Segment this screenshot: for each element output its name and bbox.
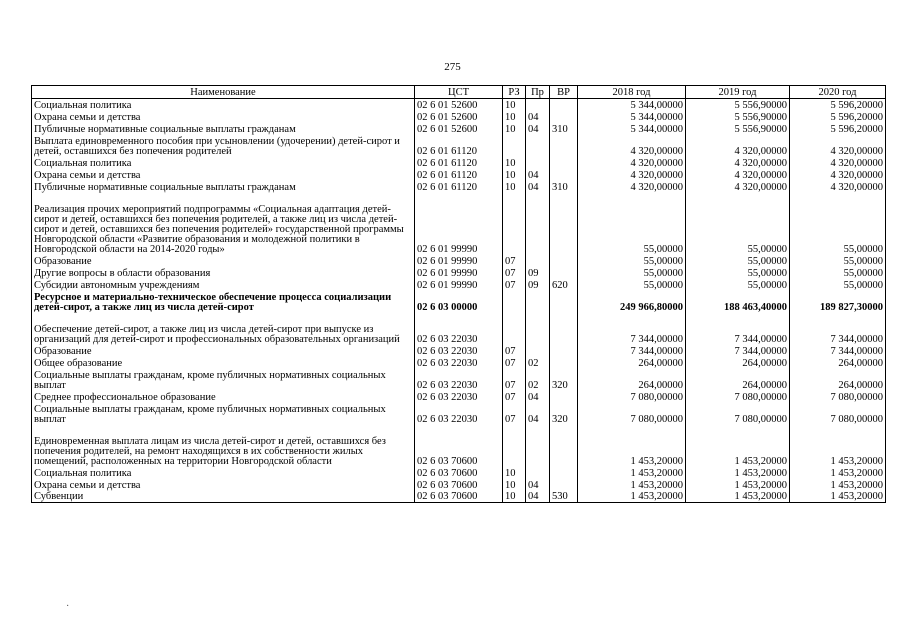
row-pr: 04 — [526, 491, 550, 503]
row-vr — [550, 357, 578, 369]
row-2018: 264,00000 — [578, 357, 686, 369]
row-cst: 02 6 01 61120 — [415, 135, 503, 157]
row-2020: 1 453,20000 — [790, 467, 886, 479]
table-row — [32, 181, 886, 193]
row-vr — [550, 111, 578, 123]
row-rz — [503, 135, 526, 157]
row-2020: 4 320,00000 — [790, 169, 886, 181]
row-cst: 02 6 03 22030 — [415, 391, 503, 403]
row-pr — [526, 157, 550, 169]
row-name: Общее образование — [32, 357, 415, 369]
row-pr — [526, 467, 550, 479]
row-2020: 7 080,00000 — [790, 403, 886, 425]
budget-table — [31, 85, 886, 503]
row-pr — [526, 345, 550, 357]
row-name: Среднее профессиональное образование — [32, 391, 415, 403]
row-rz: 07 — [503, 403, 526, 425]
header-2018: 2018 год — [578, 86, 686, 99]
row-vr — [550, 135, 578, 157]
row-2019: 7 344,00000 — [686, 345, 790, 357]
row-2019: 4 320,00000 — [686, 157, 790, 169]
row-pr: 04 — [526, 123, 550, 135]
row-2019: 4 320,00000 — [686, 169, 790, 181]
row-vr — [550, 479, 578, 491]
row-2018: 1 453,20000 — [578, 467, 686, 479]
row-vr: 620 — [550, 279, 578, 291]
header-vr: ВР — [550, 86, 578, 99]
row-cst: 02 6 01 61120 — [415, 169, 503, 181]
table-row — [32, 491, 886, 503]
row-2019: 5 556,90000 — [686, 123, 790, 135]
row-2018: 55,00000 — [578, 255, 686, 267]
table-row — [32, 111, 886, 123]
row-rz: 07 — [503, 357, 526, 369]
row-2019: 55,00000 — [686, 279, 790, 291]
row-2018: 4 320,00000 — [578, 169, 686, 181]
row-pr — [526, 193, 550, 255]
row-2020: 5 596,20000 — [790, 99, 886, 111]
row-vr — [550, 267, 578, 279]
row-name: Ресурсное и материально-техническое обеспечение процесса социализации детей-сирот, а также лиц из числа детей-сирот — [32, 291, 415, 313]
row-2019: 7 344,00000 — [686, 313, 790, 345]
row-rz: 07 — [503, 391, 526, 403]
row-name: Выплата единовременного пособия при усыновлении (удочерении) детей-сирот и детей, оставшихся без попечения родителей — [32, 135, 415, 157]
table-row — [32, 169, 886, 181]
row-2020: 55,00000 — [790, 267, 886, 279]
row-cst: 02 6 01 99990 — [415, 279, 503, 291]
row-cst: 02 6 01 52600 — [415, 111, 503, 123]
row-2019: 55,00000 — [686, 255, 790, 267]
row-vr — [550, 169, 578, 181]
row-2019: 188 463,40000 — [686, 291, 790, 313]
row-pr — [526, 313, 550, 345]
row-name: Охрана семьи и детства — [32, 479, 415, 491]
row-2019: 7 080,00000 — [686, 403, 790, 425]
row-rz: 10 — [503, 99, 526, 111]
row-rz — [503, 291, 526, 313]
row-rz: 10 — [503, 467, 526, 479]
row-vr — [550, 425, 578, 467]
header-2019: 2019 год — [686, 86, 790, 99]
row-name: Субвенции — [32, 491, 415, 503]
table-row — [32, 255, 886, 267]
row-vr — [550, 255, 578, 267]
header-rz: РЗ — [503, 86, 526, 99]
row-name: Публичные нормативные социальные выплаты гражданам — [32, 123, 415, 135]
row-2019: 264,00000 — [686, 357, 790, 369]
header-2020: 2020 год — [790, 86, 886, 99]
row-2020: 264,00000 — [790, 369, 886, 391]
row-2020: 5 596,20000 — [790, 111, 886, 123]
row-2020: 7 080,00000 — [790, 391, 886, 403]
table-row — [32, 425, 886, 467]
row-vr: 310 — [550, 123, 578, 135]
row-cst: 02 6 03 22030 — [415, 357, 503, 369]
table-row — [32, 391, 886, 403]
row-2019: 264,00000 — [686, 369, 790, 391]
row-vr: 320 — [550, 403, 578, 425]
row-2018: 4 320,00000 — [578, 181, 686, 193]
row-rz — [503, 425, 526, 467]
row-2020: 1 453,20000 — [790, 425, 886, 467]
row-2020: 4 320,00000 — [790, 135, 886, 157]
row-2020: 4 320,00000 — [790, 181, 886, 193]
row-2018: 1 453,20000 — [578, 425, 686, 467]
row-2018: 1 453,20000 — [578, 491, 686, 503]
table-row — [32, 157, 886, 169]
row-vr: 310 — [550, 181, 578, 193]
row-2018: 55,00000 — [578, 193, 686, 255]
table-row — [32, 357, 886, 369]
row-vr — [550, 313, 578, 345]
row-pr: 04 — [526, 479, 550, 491]
row-2020: 1 453,20000 — [790, 491, 886, 503]
row-2020: 4 320,00000 — [790, 157, 886, 169]
row-pr: 02 — [526, 369, 550, 391]
row-2019: 5 556,90000 — [686, 99, 790, 111]
row-2020: 1 453,20000 — [790, 479, 886, 491]
row-2018: 5 344,00000 — [578, 123, 686, 135]
row-cst: 02 6 01 52600 — [415, 99, 503, 111]
scan-dot: · — [66, 601, 70, 612]
table-row — [32, 345, 886, 357]
table-header-row — [32, 86, 886, 99]
row-2018: 7 344,00000 — [578, 313, 686, 345]
table-row — [32, 267, 886, 279]
table-row — [32, 279, 886, 291]
row-name: Обеспечение детей-сирот, а также лиц из числа детей-сирот при выпуске из организаций для детей-сирот и профессиональных образовательных организаций — [32, 313, 415, 345]
row-2018: 4 320,00000 — [578, 157, 686, 169]
row-2019: 5 556,90000 — [686, 111, 790, 123]
row-cst: 02 6 01 61120 — [415, 157, 503, 169]
row-2019: 7 080,00000 — [686, 391, 790, 403]
row-2018: 5 344,00000 — [578, 111, 686, 123]
row-rz: 10 — [503, 181, 526, 193]
row-pr: 02 — [526, 357, 550, 369]
row-rz: 07 — [503, 345, 526, 357]
row-2020: 55,00000 — [790, 279, 886, 291]
row-2020: 189 827,30000 — [790, 291, 886, 313]
row-cst: 02 6 03 70600 — [415, 479, 503, 491]
header-name: Наименование — [32, 86, 415, 99]
table-row — [32, 193, 886, 255]
row-name: Социальная политика — [32, 99, 415, 111]
row-pr: 09 — [526, 267, 550, 279]
row-pr: 09 — [526, 279, 550, 291]
row-name: Другие вопросы в области образования — [32, 267, 415, 279]
row-rz: 07 — [503, 267, 526, 279]
row-name: Публичные нормативные социальные выплаты гражданам — [32, 181, 415, 193]
row-pr: 04 — [526, 169, 550, 181]
header-cst: ЦСТ — [415, 86, 503, 99]
row-rz — [503, 193, 526, 255]
row-cst: 02 6 03 22030 — [415, 313, 503, 345]
row-name: Социальная политика — [32, 467, 415, 479]
row-pr — [526, 135, 550, 157]
row-cst: 02 6 01 61120 — [415, 181, 503, 193]
row-rz — [503, 313, 526, 345]
row-rz: 10 — [503, 479, 526, 491]
row-cst: 02 6 03 00000 — [415, 291, 503, 313]
row-vr — [550, 391, 578, 403]
row-rz: 07 — [503, 369, 526, 391]
row-2019: 1 453,20000 — [686, 467, 790, 479]
row-cst: 02 6 03 22030 — [415, 345, 503, 357]
row-rz: 10 — [503, 123, 526, 135]
row-2020: 5 596,20000 — [790, 123, 886, 135]
row-2018: 5 344,00000 — [578, 99, 686, 111]
row-2019: 4 320,00000 — [686, 181, 790, 193]
row-2018: 4 320,00000 — [578, 135, 686, 157]
page-number: 275 — [444, 61, 461, 73]
row-vr: 530 — [550, 491, 578, 503]
header-pr: Пр — [526, 86, 550, 99]
row-2020: 7 344,00000 — [790, 345, 886, 357]
row-2019: 1 453,20000 — [686, 479, 790, 491]
row-vr — [550, 467, 578, 479]
row-rz: 10 — [503, 157, 526, 169]
row-pr: 04 — [526, 111, 550, 123]
row-rz: 10 — [503, 111, 526, 123]
table-row — [32, 291, 886, 313]
row-rz: 07 — [503, 255, 526, 267]
row-2019: 1 453,20000 — [686, 425, 790, 467]
table-row — [32, 99, 886, 111]
table-row — [32, 467, 886, 479]
row-vr — [550, 99, 578, 111]
table-row — [32, 369, 886, 391]
row-2019: 55,00000 — [686, 267, 790, 279]
row-pr: 04 — [526, 391, 550, 403]
row-cst: 02 6 01 52600 — [415, 123, 503, 135]
row-2018: 55,00000 — [578, 279, 686, 291]
row-cst: 02 6 03 22030 — [415, 369, 503, 391]
table-row — [32, 403, 886, 425]
row-2018: 55,00000 — [578, 267, 686, 279]
row-pr: 04 — [526, 403, 550, 425]
row-name: Единовременная выплата лицам из числа детей-сирот и детей, оставшихся без попечения родителей, на ремонт находящихся в их собственности жилых помещений, расположенных на территории Новгородской области — [32, 425, 415, 467]
row-name: Социальная политика — [32, 157, 415, 169]
row-cst: 02 6 03 22030 — [415, 403, 503, 425]
row-2018: 249 966,80000 — [578, 291, 686, 313]
row-name: Охрана семьи и детства — [32, 111, 415, 123]
row-2020: 55,00000 — [790, 255, 886, 267]
row-name: Социальные выплаты гражданам, кроме публичных нормативных социальных выплат — [32, 369, 415, 391]
row-cst: 02 6 03 70600 — [415, 425, 503, 467]
row-name: Реализация прочих мероприятий подпрограммы «Социальная адаптация детей-сирот и детей, оставшихся без попечения родителей, а также лиц из числа детей-сирот и детей, оставшихся без попечения родителей» государственной программы Новгородской области «Развитие образования и молодежной политики в Новгородской области на 2014-2020 годы» — [32, 193, 415, 255]
row-cst: 02 6 03 70600 — [415, 467, 503, 479]
table-row — [32, 479, 886, 491]
table-body — [32, 99, 886, 503]
row-rz: 10 — [503, 169, 526, 181]
row-pr — [526, 425, 550, 467]
row-pr — [526, 255, 550, 267]
row-2019: 1 453,20000 — [686, 491, 790, 503]
row-name: Образование — [32, 255, 415, 267]
row-2018: 7 344,00000 — [578, 345, 686, 357]
row-pr — [526, 99, 550, 111]
row-2020: 55,00000 — [790, 193, 886, 255]
row-2018: 1 453,20000 — [578, 479, 686, 491]
table-row — [32, 313, 886, 345]
row-cst: 02 6 01 99990 — [415, 267, 503, 279]
row-2019: 55,00000 — [686, 193, 790, 255]
row-2018: 264,00000 — [578, 369, 686, 391]
row-pr — [526, 291, 550, 313]
row-vr — [550, 193, 578, 255]
row-cst: 02 6 01 99990 — [415, 193, 503, 255]
row-rz: 07 — [503, 279, 526, 291]
row-vr — [550, 157, 578, 169]
row-vr — [550, 291, 578, 313]
row-2019: 4 320,00000 — [686, 135, 790, 157]
table-row — [32, 135, 886, 157]
row-vr: 320 — [550, 369, 578, 391]
row-2020: 7 344,00000 — [790, 313, 886, 345]
row-vr — [550, 345, 578, 357]
row-2020: 264,00000 — [790, 357, 886, 369]
row-2018: 7 080,00000 — [578, 403, 686, 425]
table-row — [32, 123, 886, 135]
row-name: Социальные выплаты гражданам, кроме публичных нормативных социальных выплат — [32, 403, 415, 425]
row-cst: 02 6 01 99990 — [415, 255, 503, 267]
row-cst: 02 6 03 70600 — [415, 491, 503, 503]
row-2018: 7 080,00000 — [578, 391, 686, 403]
row-pr: 04 — [526, 181, 550, 193]
row-name: Охрана семьи и детства — [32, 169, 415, 181]
row-name: Образование — [32, 345, 415, 357]
row-rz: 10 — [503, 491, 526, 503]
row-name: Субсидии автономным учреждениям — [32, 279, 415, 291]
